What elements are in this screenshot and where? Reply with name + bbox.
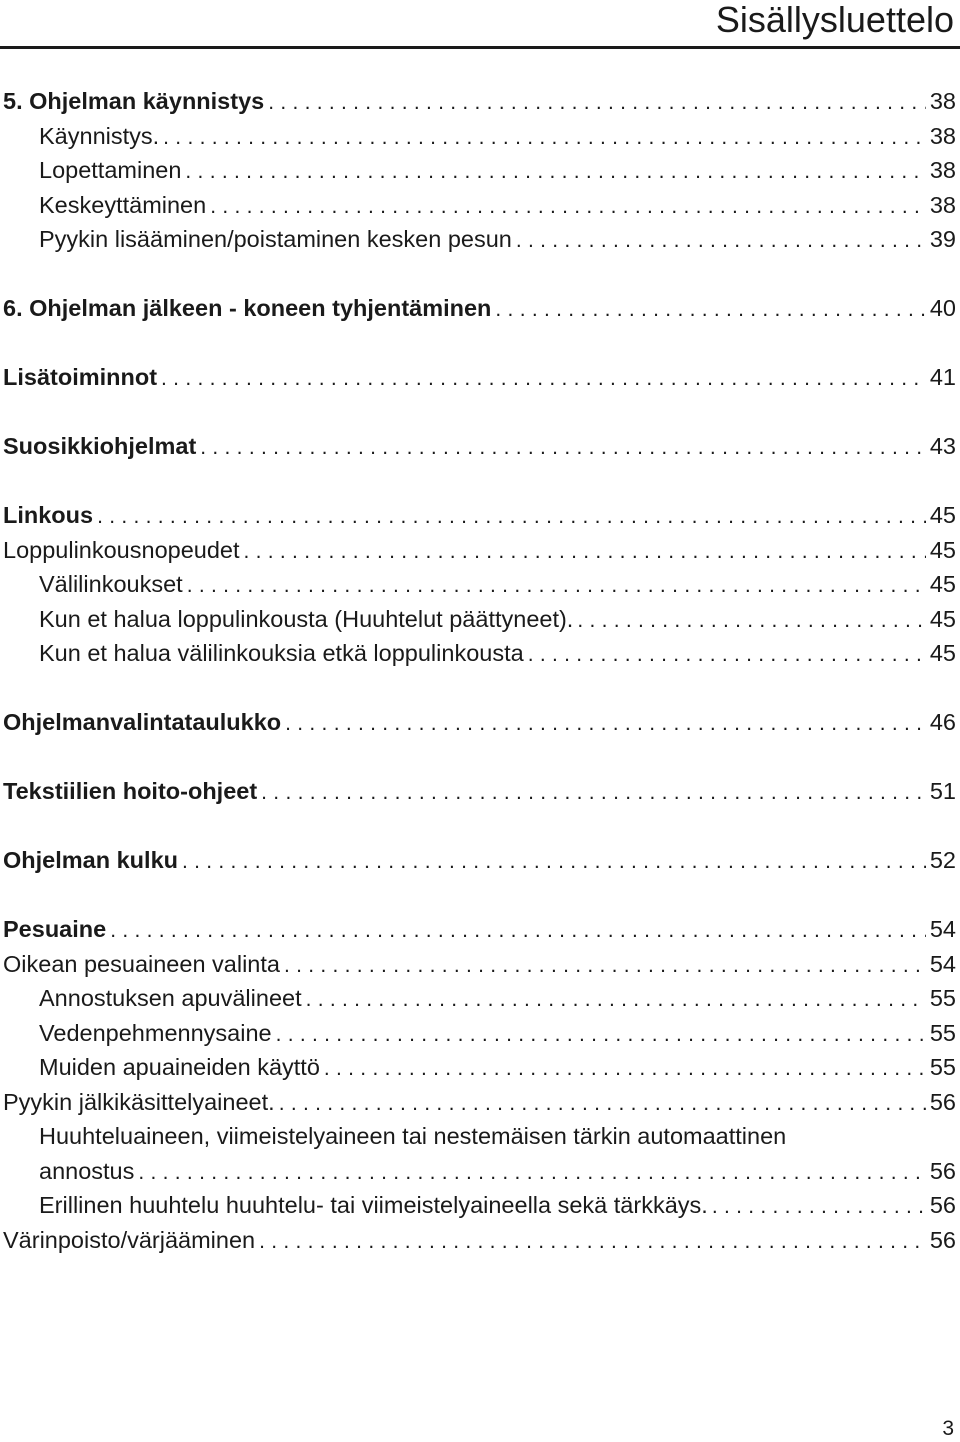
toc-entry[interactable] — [0, 533, 956, 568]
toc-entry[interactable] — [0, 153, 956, 188]
toc-entry-label: Kun et halua loppulinkousta (Huuhtelut päättyneet). — [39, 605, 574, 632]
dot-leader — [528, 638, 926, 671]
toc-entry[interactable] — [0, 1085, 956, 1120]
toc-entry-label: Keskeyttäminen — [39, 191, 207, 218]
dot-leader — [279, 1087, 926, 1120]
toc-entry-label: Ohjelmanvalintataulukko — [3, 709, 282, 735]
toc-entry-label: Lisätoiminnot — [3, 364, 158, 390]
toc-entry-label: 5. Ohjelman käynnistys — [3, 88, 265, 114]
toc-entry-label: 6. Ohjelman jälkeen - koneen tyhjentäminen — [3, 295, 492, 321]
toc-entry[interactable] — [0, 981, 956, 1016]
page-title: Sisällysluettelo — [715, 0, 954, 40]
toc-entry-label: Muiden apuaineiden käyttö — [39, 1054, 320, 1080]
toc-entry[interactable] — [0, 1188, 956, 1223]
toc-entry-page: 54 — [929, 950, 956, 977]
toc-entry[interactable] — [0, 84, 956, 119]
toc-entry-label: Pyykin jälkikäsittelyaineet. — [3, 1088, 275, 1115]
toc-entry-label: Kun et halua välilinkouksia etkä loppulinkousta — [39, 640, 524, 666]
toc-entry-page: 56 — [929, 1192, 956, 1218]
dot-leader — [516, 224, 926, 257]
dot-leader — [284, 949, 926, 982]
dot-leader — [244, 535, 926, 568]
toc-entry-label: Pesuaine — [3, 916, 107, 942]
toc-entry[interactable] — [0, 1050, 956, 1085]
toc-entry-page: 55 — [929, 985, 956, 1011]
toc-entry-label: Lopettaminen — [39, 157, 182, 183]
toc-entry-page: 56 — [929, 1157, 956, 1184]
toc-entry-label: Oikean pesuaineen valinta — [3, 950, 280, 977]
table-of-contents — [0, 84, 956, 1257]
dot-leader — [138, 1156, 925, 1189]
dot-leader — [163, 121, 926, 154]
toc-entry-page: 38 — [929, 157, 956, 183]
toc-entry-page: 45 — [929, 605, 956, 632]
title-divider — [0, 46, 960, 49]
dot-leader — [182, 845, 926, 878]
dot-leader — [324, 1052, 926, 1085]
dot-leader — [187, 569, 926, 602]
toc-entry-label: Tekstiilien hoito-ohjeet — [3, 778, 258, 804]
toc-entry-label: Ohjelman kulku — [3, 847, 178, 873]
toc-entry[interactable] — [0, 1016, 956, 1051]
toc-entry[interactable] — [0, 119, 956, 154]
dot-leader — [577, 604, 926, 637]
toc-entry-label: Suosikkiohjelmat — [3, 433, 197, 459]
dot-leader — [276, 1018, 926, 1051]
toc-entry[interactable] — [0, 360, 956, 395]
dot-leader — [161, 362, 926, 395]
toc-entry[interactable] — [0, 947, 956, 982]
toc-entry-page: 51 — [929, 778, 956, 804]
toc-entry-page: 45 — [929, 640, 956, 666]
toc-entry-page: 40 — [929, 295, 956, 321]
dot-leader — [306, 983, 926, 1016]
toc-entry-page: 38 — [929, 88, 956, 114]
toc-entry-label-line1[interactable]: Huuhteluaineen, viimeistelyaineen tai nestemäisen tärkin automaattinen — [39, 1123, 787, 1149]
dot-leader — [210, 190, 926, 223]
toc-entry-page: 45 — [929, 571, 956, 597]
dot-leader — [268, 86, 926, 119]
toc-entry[interactable] — [0, 912, 956, 947]
toc-entry-label: Vedenpehmennysaine — [39, 1019, 272, 1046]
toc-entry-page: 41 — [929, 364, 956, 390]
dot-leader — [97, 500, 926, 533]
dot-leader — [185, 155, 925, 188]
toc-entry-label: Erillinen huuhtelu huuhtelu- tai viimeistelyaineella sekä tärkkäys. — [39, 1192, 708, 1218]
dot-leader — [261, 776, 926, 809]
dot-leader — [495, 293, 925, 326]
dot-leader — [200, 431, 926, 464]
toc-entry[interactable] — [0, 602, 956, 637]
toc-entry[interactable] — [0, 291, 956, 326]
toc-entry-label: Värinpoisto/värjääminen — [3, 1226, 256, 1253]
toc-entry[interactable] — [0, 567, 956, 602]
toc-entry-label: Pyykin lisääminen/poistaminen kesken pesun — [39, 226, 512, 252]
dot-leader — [285, 707, 926, 740]
toc-entry[interactable] — [0, 222, 956, 257]
toc-entry-label: Annostuksen apuvälineet — [39, 985, 302, 1011]
toc-entry-label: Loppulinkousnopeudet — [3, 536, 240, 563]
toc-entry[interactable] — [0, 1154, 956, 1189]
toc-entry-page: 54 — [929, 916, 956, 942]
toc-entry-page: 56 — [929, 1088, 956, 1115]
toc-entry-page: 46 — [929, 709, 956, 735]
toc-entry[interactable] — [0, 498, 956, 533]
toc-entry-label: Välilinkoukset — [39, 571, 183, 597]
toc-entry-page: 43 — [929, 433, 956, 459]
toc-entry-page: 52 — [929, 847, 956, 873]
toc-entry[interactable] — [0, 843, 956, 878]
toc-entry-page: 56 — [929, 1226, 956, 1253]
toc-entry-page: 45 — [929, 536, 956, 563]
toc-entry[interactable] — [0, 429, 956, 464]
toc-entry[interactable] — [0, 1223, 956, 1258]
toc-entry[interactable] — [0, 188, 956, 223]
dot-leader — [259, 1225, 926, 1258]
page-number: 3 — [942, 1417, 954, 1440]
toc-entry-page: 39 — [929, 226, 956, 252]
toc-entry-page: 45 — [929, 502, 956, 528]
toc-entry-page: 55 — [929, 1019, 956, 1046]
dot-leader — [712, 1190, 926, 1223]
toc-entry-label: Käynnistys. — [39, 122, 160, 149]
toc-entry-page: 55 — [929, 1054, 956, 1080]
toc-entry[interactable] — [0, 705, 956, 740]
dot-leader — [110, 914, 926, 947]
toc-entry-label: annostus — [39, 1157, 135, 1184]
toc-entry-page: 38 — [929, 191, 956, 218]
toc-entry[interactable] — [0, 636, 956, 671]
toc-entry[interactable] — [0, 774, 956, 809]
toc-entry-label: Linkous — [3, 502, 94, 528]
toc-entry-page: 38 — [929, 122, 956, 149]
